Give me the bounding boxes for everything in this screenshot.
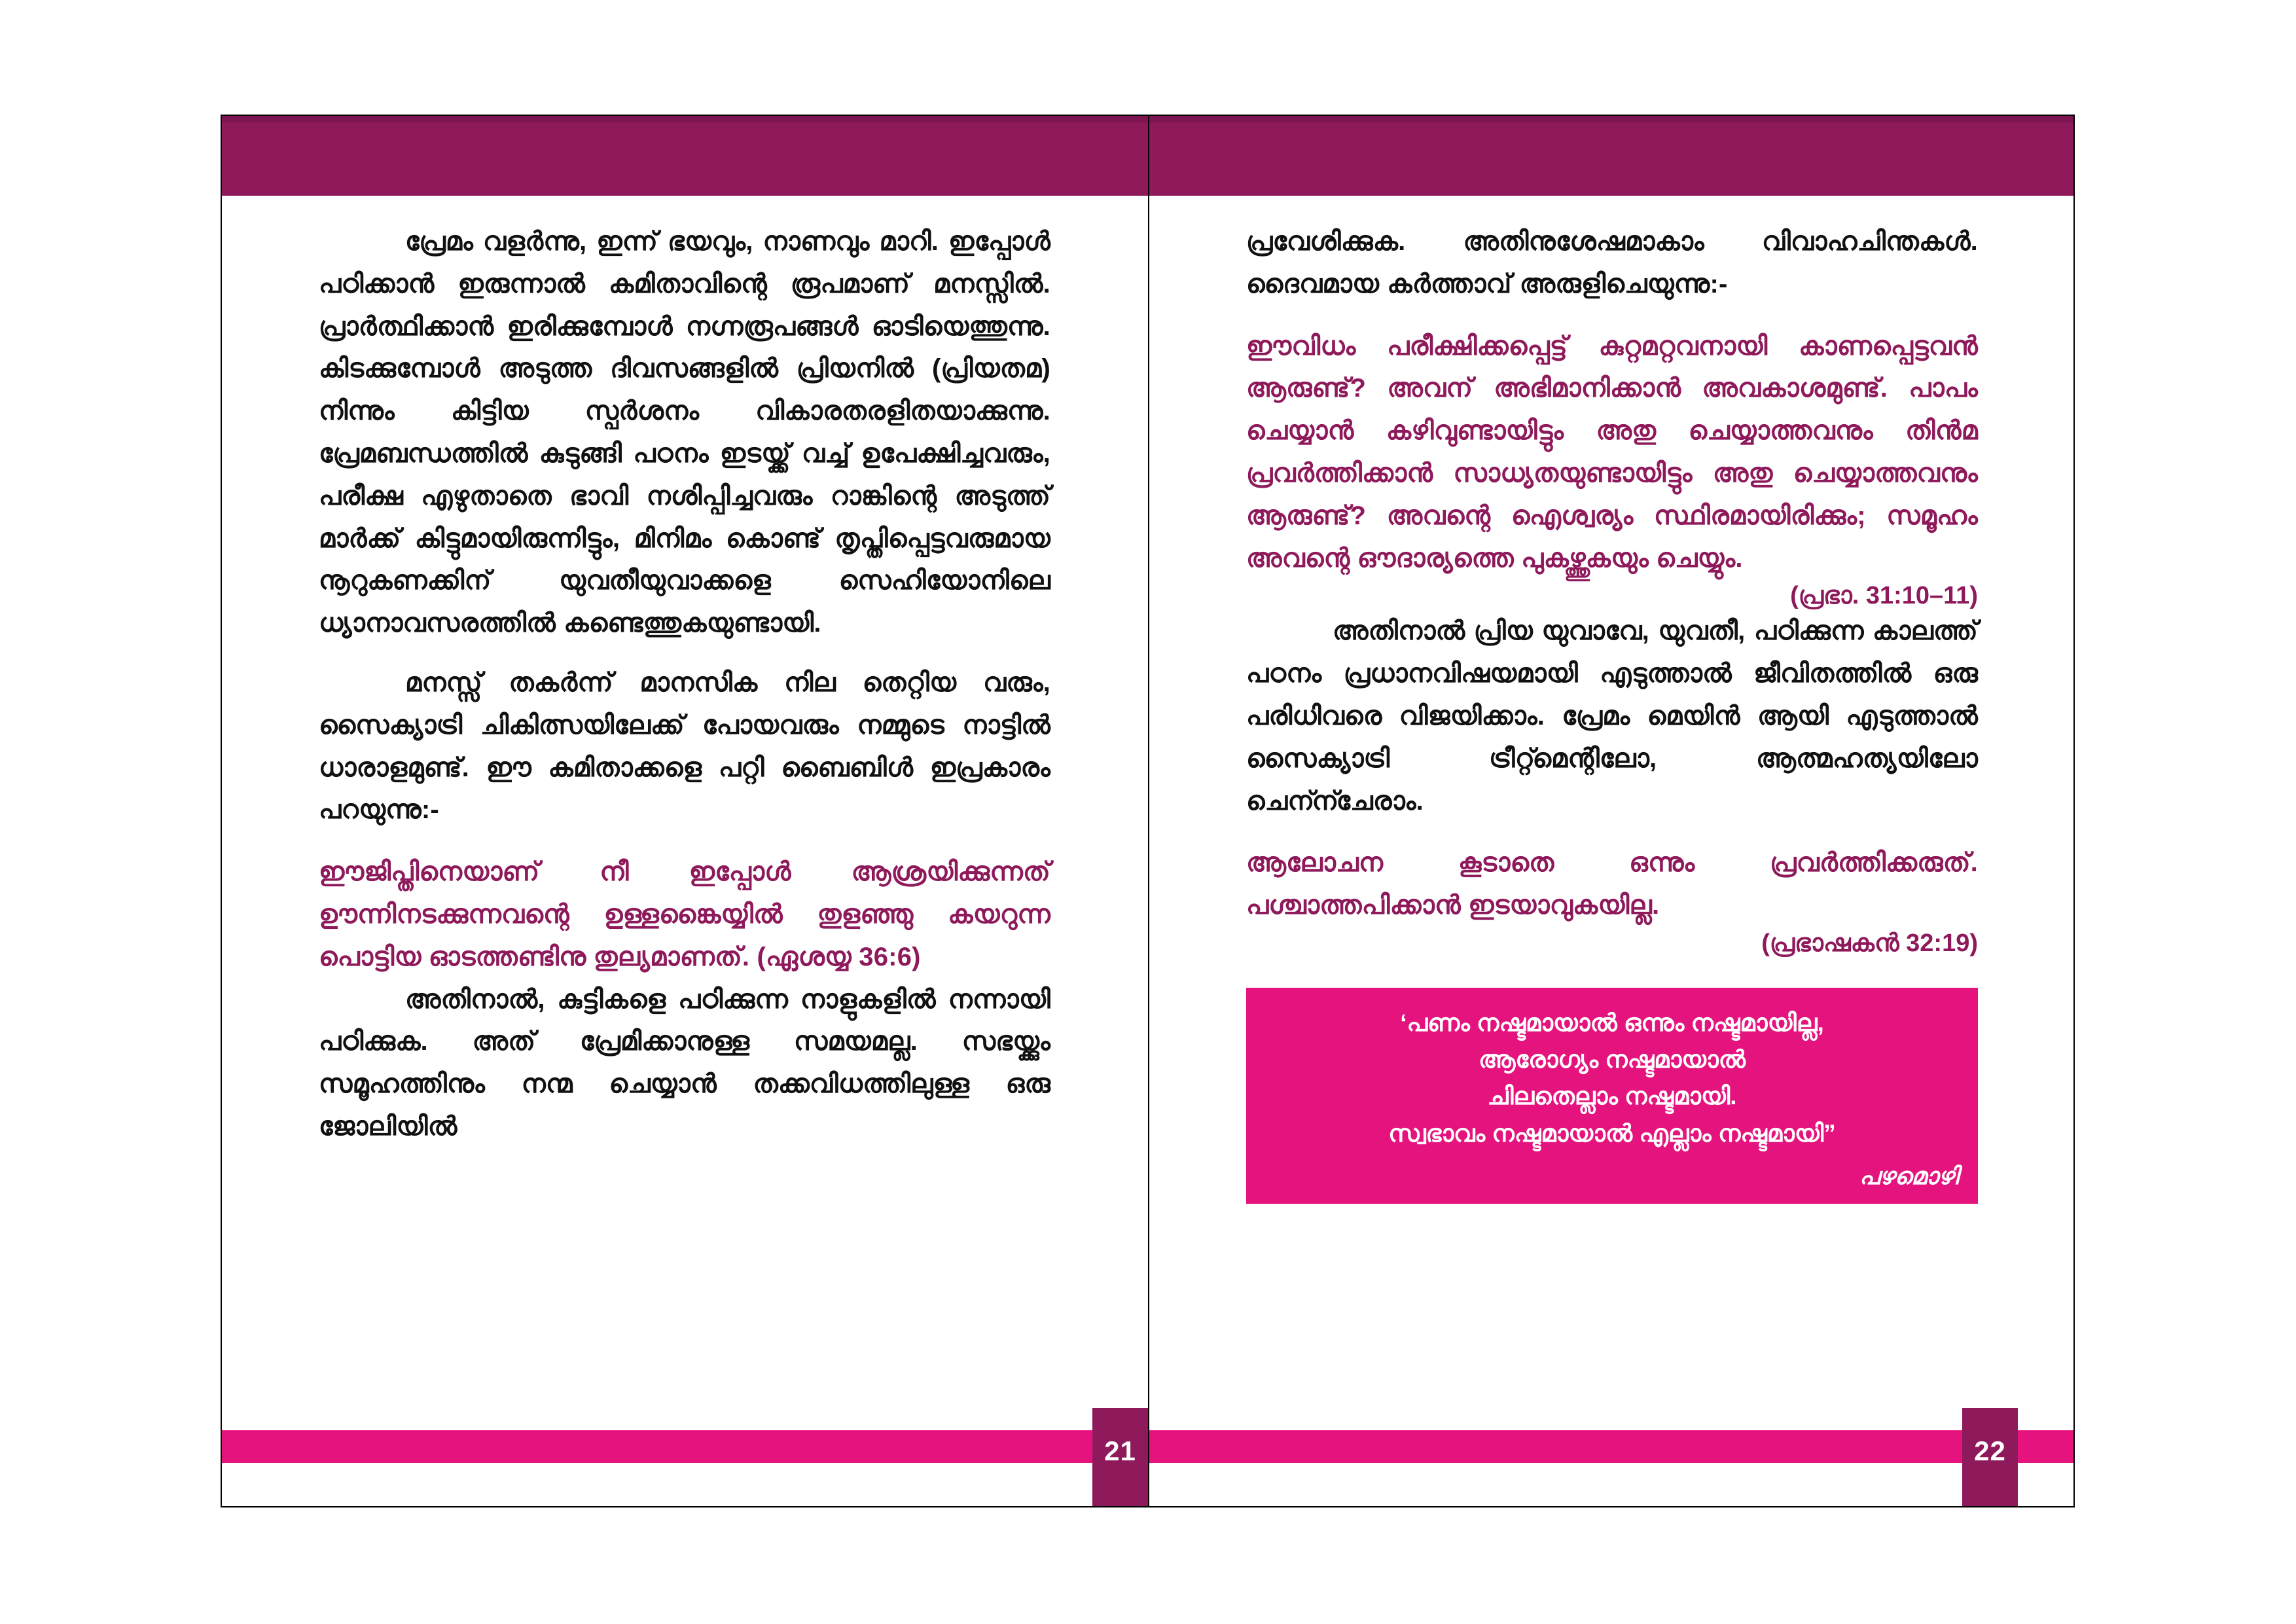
page-right	[1149, 116, 2073, 1506]
callout-attribution: പഴമൊഴി	[1859, 1163, 1958, 1189]
callout-line-3: ചിലതെല്ലാം നഷ്ടമായി.	[1487, 1083, 1737, 1110]
scripture-reference-right-2: (പ്രഭാഷകൻ 32:19)	[1761, 929, 1978, 957]
page-header-band-left	[222, 116, 1148, 196]
page-number-badge-right	[1962, 1408, 2018, 1506]
page-number-left: 21	[1104, 1435, 1136, 1466]
page-number-right: 22	[1974, 1435, 2006, 1466]
paragraph-left-1: പ്രേമം വളർന്നു, ഇന്ന് ഭയവും, നാണവും മാറി. ഇപ്പോൾ പഠിക്കാൻ ഇരുന്നാൽ കമിതാവിന്റെ രൂപമാണ് മനസ്സിൽ. പ്രാർത്ഥിക്കാൻ ഇരിക്കുമ്പോൾ നഗ്നരൂപങ്ങൾ ഓടിയെത്തുന്നു. കിടക്കുമ്പോൾ അടുത്ത ദിവസങ്ങളിൽ പ്രിയനിൽ (പ്രിയതമ) നിന്നും കിട്ടിയ സ്പർശനം വികാരതരളിതയാക്കുന്നു. പ്രേമബന്ധത്തിൽ കുടുങ്ങി പഠനം ഇടയ്ക്ക് വച്ച് ഉപേക്ഷിച്ചവരും, പരീക്ഷ എഴുതാതെ ഭാവി നശിപ്പിച്ചവരും റാങ്കിന്റെ അടുത്ത് മാർക്ക് കിട്ടുമായിരുന്നിട്ടും, മിനിമം കൊണ്ട് തൃപ്തിപ്പെട്ടവരുമായ നൂറുകണക്കിന് യുവതീയുവാക്കളെ സെഹിയോനിലെ ധ്യാനാവസരത്തിൽ കണ്ടെത്തുകയുണ്ടായി.	[319, 227, 1050, 638]
text-column-left	[319, 221, 1050, 1148]
paragraph-right-1: പ്രവേശിക്കുക. അതിനുശേഷമാകാം വിവാഹചിന്തകൾ. ദൈവമായ കർത്താവ് അരുളിചെയുന്നു:-	[1246, 227, 1978, 298]
page-footer-band-right	[1149, 1430, 2073, 1463]
page-number-badge-left	[1092, 1408, 1148, 1506]
text-column-right	[1246, 221, 1978, 1204]
callout-line-1: ‘പണം നഷ്ടമായാൽ ഒന്നും നഷ്ടമായില്ല,	[1400, 1009, 1824, 1036]
scripture-quote-left-1: ഈജിപ്തിനെയാണ് നീ ഇപ്പോൾ ആശ്രയിക്കുന്നത് ഊന്നിനടക്കുന്നവന്റെ ഉള്ളങ്കൈയ്യിൽ തുളഞ്ഞു കയറുന്ന പൊട്ടിയ ഓടത്തണ്ടിനു തുല്യമാണത്. (ഏശയ്യ 36:6)	[319, 857, 1050, 971]
proverb-callout-box	[1246, 988, 1978, 1204]
scripture-reference-right-1: (പ്രഭാ. 31:10–11)	[1790, 582, 1978, 610]
booklet-spread	[221, 115, 2075, 1507]
paragraph-left-2: മനസ്സ് തകർന്ന് മാനസിക നില തെറ്റിയ വരും, സൈക്യാട്രി ചികിത്സയിലേക്ക് പോയവരും നമ്മുടെ നാട്ടിൽ ധാരാളമുണ്ട്. ഈ കമിതാക്കളെ പറ്റി ബൈബിൾ ഇപ്രകാരം പറയുന്നു:-	[319, 668, 1050, 825]
scripture-quote-right-1: ഈവിധം പരീക്ഷിക്കപ്പെട്ട് കുറ്റമറ്റവനായി കാണപ്പെട്ടവൻ ആരുണ്ട്? അവന് അഭിമാനിക്കാൻ അവകാശമുണ്ട്. പാപം ചെയ്യാൻ കഴിവുണ്ടായിട്ടും അതു ചെയ്യാത്തവനും തിൻമ പ്രവർത്തിക്കാൻ സാധ്യതയുണ്ടായിട്ടും അതു ചെയ്യാത്തവനും ആരുണ്ട്? അവന്റെ ഐശ്വര്യം സ്ഥിരമായിരിക്കും; സമൂഹം അവന്റെ ഔദാര്യത്തെ പുകഴ്ത്തുകയും ചെയ്യും.	[1246, 331, 1978, 573]
page-header-band-right	[1149, 116, 2073, 196]
page-left	[222, 116, 1149, 1506]
page-footer-band-left	[222, 1430, 1148, 1463]
paragraph-left-3: അതിനാൽ, കുട്ടികളെ പഠിക്കുന്ന നാളുകളിൽ നന്നായി പഠിക്കുക. അത് പ്രേമിക്കാനുള്ള സമയമല്ല. സഭയ്ക്കും സമൂഹത്തിനും നന്മ ചെയ്യാൻ തക്കവിധത്തിലുള്ള ഒരു ജോലിയിൽ	[319, 984, 1050, 1141]
paragraph-right-2: അതിനാൽ പ്രിയ യുവാവേ, യുവതീ, പഠിക്കുന്ന കാലത്ത് പഠനം പ്രധാനവിഷയമായി എടുത്താൽ ജീവിതത്തിൽ ഒരു പരിധിവരെ വിജയിക്കാം. പ്രേമം മെയിൻ ആയി എടുത്താൽ സൈക്യാട്രി ട്രീറ്റ്മെന്റിലോ, ആത്മഹത്യയിലോ ചെന്ന്ചേരാം.	[1246, 617, 1978, 816]
callout-line-2: ആരോഗ്യം നഷ്ടമായാൽ	[1479, 1046, 1746, 1074]
callout-line-4: സ്വഭാവം നഷ്ടമായാൽ എല്ലാം നഷ്ടമായി”	[1388, 1119, 1836, 1147]
scripture-quote-right-2: ആലോചന കൂടാതെ ഒന്നും പ്രവർത്തിക്കരുത്. പശ്ചാത്തപിക്കാൻ ഇടയാവുകയില്ല.	[1246, 848, 1978, 920]
